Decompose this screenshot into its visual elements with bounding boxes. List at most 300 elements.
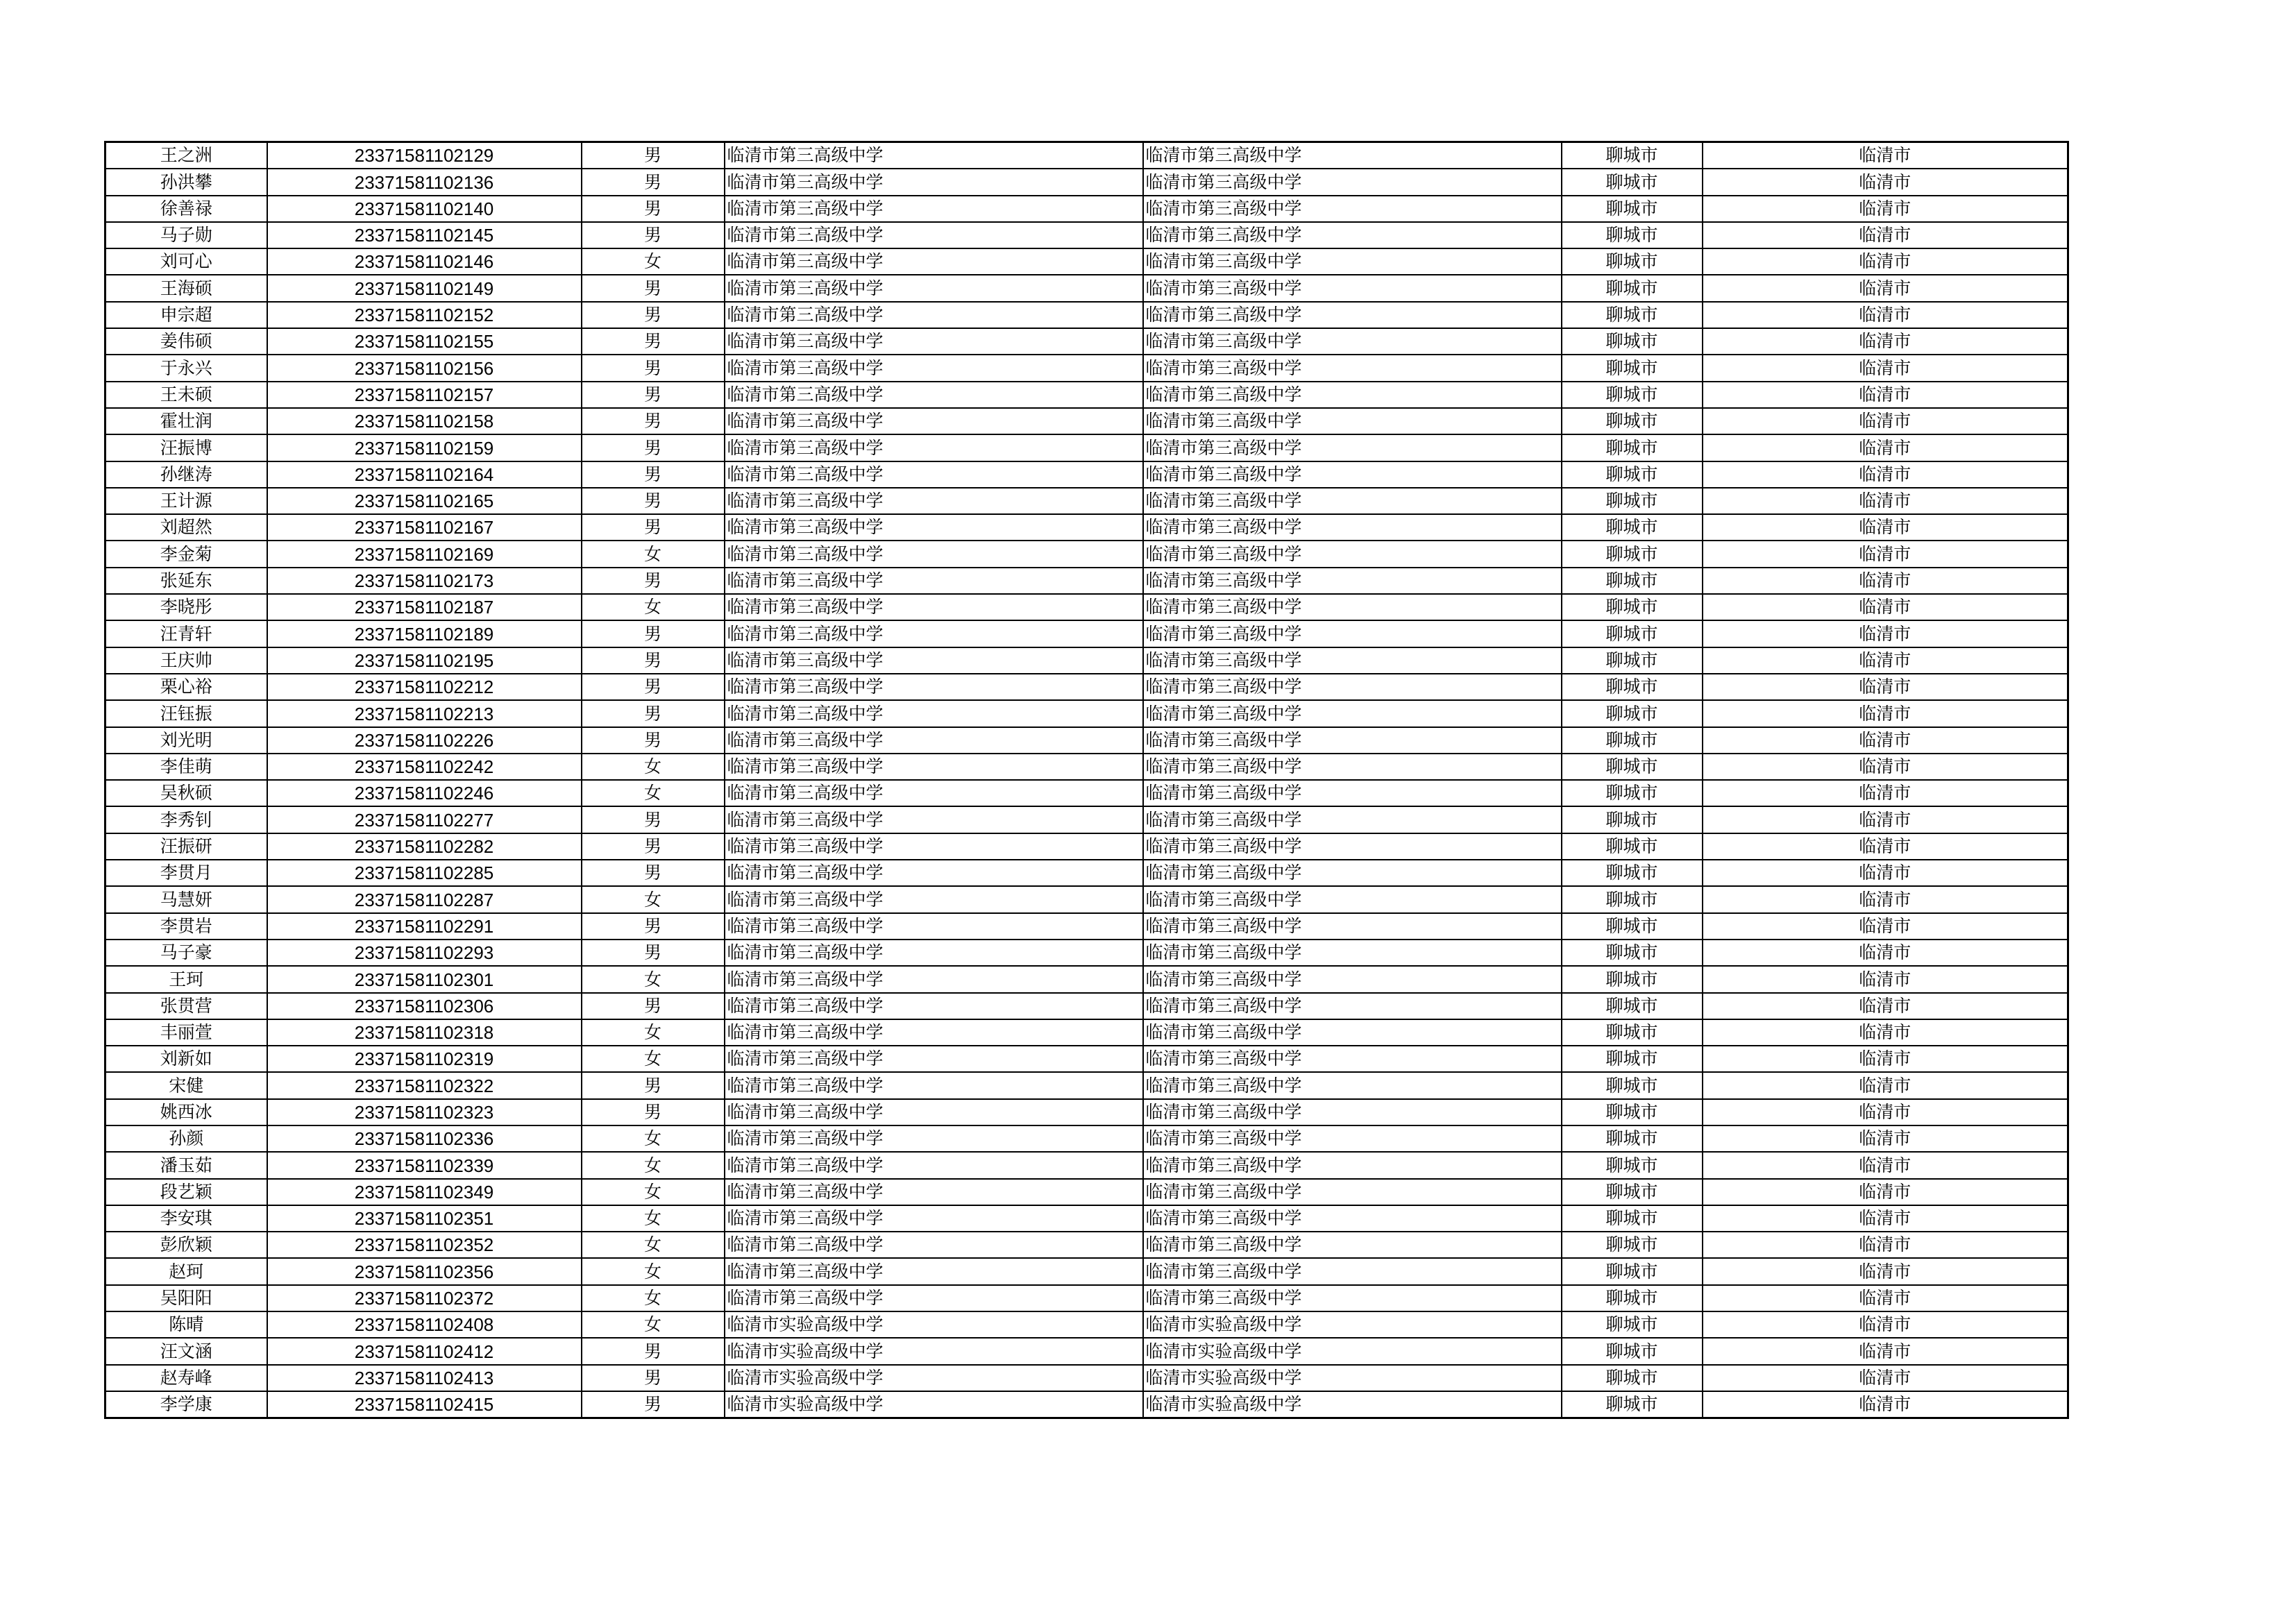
graduating-school-cell: 临清市第三高级中学 bbox=[1143, 1179, 1562, 1205]
graduating-school-cell: 临清市第三高级中学 bbox=[1143, 886, 1562, 912]
table-row bbox=[105, 1258, 2068, 1284]
county-cell: 临清市 bbox=[1703, 328, 2068, 355]
gender-cell: 女 bbox=[582, 594, 725, 620]
graduating-school-cell: 临清市第三高级中学 bbox=[1143, 913, 1562, 940]
school-cell: 临清市第三高级中学 bbox=[725, 913, 1143, 940]
gender-cell: 男 bbox=[582, 1391, 725, 1418]
city-cell: 聊城市 bbox=[1562, 1072, 1703, 1098]
exam-number-cell: 23371581102189 bbox=[267, 620, 582, 647]
graduating-school-cell: 临清市第三高级中学 bbox=[1143, 461, 1562, 488]
student-name-cell: 潘玉茹 bbox=[105, 1152, 267, 1178]
gender-cell: 男 bbox=[582, 833, 725, 860]
exam-number-cell: 23371581102149 bbox=[267, 275, 582, 301]
school-cell: 临清市第三高级中学 bbox=[725, 302, 1143, 328]
table-row bbox=[105, 860, 2068, 886]
city-cell: 聊城市 bbox=[1562, 833, 1703, 860]
table-row bbox=[105, 514, 2068, 541]
gender-cell: 男 bbox=[582, 408, 725, 434]
exam-number-cell: 23371581102282 bbox=[267, 833, 582, 860]
school-cell: 临清市第三高级中学 bbox=[725, 886, 1143, 912]
table-row bbox=[105, 620, 2068, 647]
student-name-cell: 宋健 bbox=[105, 1072, 267, 1098]
table-row bbox=[105, 142, 2068, 169]
graduating-school-cell: 临清市第三高级中学 bbox=[1143, 1285, 1562, 1311]
student-name-cell: 刘可心 bbox=[105, 248, 267, 275]
county-cell: 临清市 bbox=[1703, 1338, 2068, 1364]
city-cell: 聊城市 bbox=[1562, 700, 1703, 726]
school-cell: 临清市第三高级中学 bbox=[725, 355, 1143, 381]
gender-cell: 男 bbox=[582, 461, 725, 488]
county-cell: 临清市 bbox=[1703, 780, 2068, 806]
exam-number-cell: 23371581102246 bbox=[267, 780, 582, 806]
gender-cell: 男 bbox=[582, 1338, 725, 1364]
table-row bbox=[105, 408, 2068, 434]
student-name-cell: 李晓彤 bbox=[105, 594, 267, 620]
gender-cell: 男 bbox=[582, 993, 725, 1019]
student-name-cell: 吴秋硕 bbox=[105, 780, 267, 806]
city-cell: 聊城市 bbox=[1562, 1258, 1703, 1284]
city-cell: 聊城市 bbox=[1562, 1365, 1703, 1391]
county-cell: 临清市 bbox=[1703, 169, 2068, 195]
gender-cell: 女 bbox=[582, 780, 725, 806]
student-name-cell: 马子勋 bbox=[105, 222, 267, 248]
county-cell: 临清市 bbox=[1703, 434, 2068, 461]
student-name-cell: 陈晴 bbox=[105, 1311, 267, 1338]
city-cell: 聊城市 bbox=[1562, 408, 1703, 434]
city-cell: 聊城市 bbox=[1562, 1125, 1703, 1152]
exam-number-cell: 23371581102159 bbox=[267, 434, 582, 461]
graduating-school-cell: 临清市第三高级中学 bbox=[1143, 1046, 1562, 1072]
school-cell: 临清市第三高级中学 bbox=[725, 1152, 1143, 1178]
city-cell: 聊城市 bbox=[1562, 196, 1703, 222]
gender-cell: 男 bbox=[582, 488, 725, 514]
table-row bbox=[105, 1391, 2068, 1418]
city-cell: 聊城市 bbox=[1562, 1391, 1703, 1418]
graduating-school-cell: 临清市第三高级中学 bbox=[1143, 594, 1562, 620]
exam-number-cell: 23371581102173 bbox=[267, 568, 582, 594]
school-cell: 临清市实验高级中学 bbox=[725, 1311, 1143, 1338]
graduating-school-cell: 临清市第三高级中学 bbox=[1143, 275, 1562, 301]
table-row bbox=[105, 647, 2068, 674]
graduating-school-cell: 临清市第三高级中学 bbox=[1143, 940, 1562, 966]
gender-cell: 男 bbox=[582, 222, 725, 248]
table-row bbox=[105, 248, 2068, 275]
county-cell: 临清市 bbox=[1703, 1311, 2068, 1338]
city-cell: 聊城市 bbox=[1562, 860, 1703, 886]
county-cell: 临清市 bbox=[1703, 408, 2068, 434]
graduating-school-cell: 临清市第三高级中学 bbox=[1143, 222, 1562, 248]
city-cell: 聊城市 bbox=[1562, 461, 1703, 488]
county-cell: 临清市 bbox=[1703, 1046, 2068, 1072]
gender-cell: 男 bbox=[582, 806, 725, 833]
county-cell: 临清市 bbox=[1703, 966, 2068, 992]
table-row bbox=[105, 674, 2068, 700]
exam-number-cell: 23371581102156 bbox=[267, 355, 582, 381]
student-name-cell: 王计源 bbox=[105, 488, 267, 514]
gender-cell: 男 bbox=[582, 568, 725, 594]
city-cell: 聊城市 bbox=[1562, 514, 1703, 541]
city-cell: 聊城市 bbox=[1562, 727, 1703, 754]
table-row bbox=[105, 940, 2068, 966]
county-cell: 临清市 bbox=[1703, 568, 2068, 594]
school-cell: 临清市第三高级中学 bbox=[725, 514, 1143, 541]
table-row bbox=[105, 328, 2068, 355]
school-cell: 临清市第三高级中学 bbox=[725, 674, 1143, 700]
gender-cell: 男 bbox=[582, 674, 725, 700]
county-cell: 临清市 bbox=[1703, 620, 2068, 647]
school-cell: 临清市第三高级中学 bbox=[725, 806, 1143, 833]
gender-cell: 男 bbox=[582, 382, 725, 408]
graduating-school-cell: 临清市第三高级中学 bbox=[1143, 674, 1562, 700]
graduating-school-cell: 临清市第三高级中学 bbox=[1143, 727, 1562, 754]
gender-cell: 男 bbox=[582, 514, 725, 541]
gender-cell: 女 bbox=[582, 966, 725, 992]
county-cell: 临清市 bbox=[1703, 1125, 2068, 1152]
graduating-school-cell: 临清市第三高级中学 bbox=[1143, 302, 1562, 328]
county-cell: 临清市 bbox=[1703, 302, 2068, 328]
exam-number-cell: 23371581102301 bbox=[267, 966, 582, 992]
gender-cell: 男 bbox=[582, 940, 725, 966]
exam-number-cell: 23371581102306 bbox=[267, 993, 582, 1019]
student-name-cell: 李佳萌 bbox=[105, 754, 267, 780]
county-cell: 临清市 bbox=[1703, 382, 2068, 408]
gender-cell: 女 bbox=[582, 1258, 725, 1284]
student-name-cell: 姜伟硕 bbox=[105, 328, 267, 355]
table-row bbox=[105, 355, 2068, 381]
county-cell: 临清市 bbox=[1703, 1258, 2068, 1284]
exam-number-cell: 23371581102136 bbox=[267, 169, 582, 195]
city-cell: 聊城市 bbox=[1562, 1205, 1703, 1232]
student-name-cell: 吴阳阳 bbox=[105, 1285, 267, 1311]
student-name-cell: 刘超然 bbox=[105, 514, 267, 541]
county-cell: 临清市 bbox=[1703, 700, 2068, 726]
student-name-cell: 汪振博 bbox=[105, 434, 267, 461]
county-cell: 临清市 bbox=[1703, 461, 2068, 488]
roster-body bbox=[105, 142, 2068, 1418]
school-cell: 临清市第三高级中学 bbox=[725, 993, 1143, 1019]
graduating-school-cell: 临清市第三高级中学 bbox=[1143, 1232, 1562, 1258]
school-cell: 临清市第三高级中学 bbox=[725, 408, 1143, 434]
school-cell: 临清市第三高级中学 bbox=[725, 1232, 1143, 1258]
student-name-cell: 李贯月 bbox=[105, 860, 267, 886]
school-cell: 临清市实验高级中学 bbox=[725, 1391, 1143, 1418]
student-name-cell: 孙继涛 bbox=[105, 461, 267, 488]
gender-cell: 男 bbox=[582, 1365, 725, 1391]
city-cell: 聊城市 bbox=[1562, 302, 1703, 328]
city-cell: 聊城市 bbox=[1562, 780, 1703, 806]
student-name-cell: 段艺颖 bbox=[105, 1179, 267, 1205]
school-cell: 临清市第三高级中学 bbox=[725, 700, 1143, 726]
student-name-cell: 霍壮润 bbox=[105, 408, 267, 434]
county-cell: 临清市 bbox=[1703, 1152, 2068, 1178]
table-row bbox=[105, 754, 2068, 780]
graduating-school-cell: 临清市第三高级中学 bbox=[1143, 382, 1562, 408]
graduating-school-cell: 临清市第三高级中学 bbox=[1143, 434, 1562, 461]
graduating-school-cell: 临清市实验高级中学 bbox=[1143, 1391, 1562, 1418]
table-row bbox=[105, 1046, 2068, 1072]
gender-cell: 女 bbox=[582, 1152, 725, 1178]
graduating-school-cell: 临清市实验高级中学 bbox=[1143, 1365, 1562, 1391]
school-cell: 临清市第三高级中学 bbox=[725, 169, 1143, 195]
city-cell: 聊城市 bbox=[1562, 806, 1703, 833]
graduating-school-cell: 临清市第三高级中学 bbox=[1143, 860, 1562, 886]
graduating-school-cell: 临清市第三高级中学 bbox=[1143, 1099, 1562, 1125]
city-cell: 聊城市 bbox=[1562, 169, 1703, 195]
county-cell: 临清市 bbox=[1703, 1072, 2068, 1098]
exam-number-cell: 23371581102164 bbox=[267, 461, 582, 488]
student-name-cell: 徐善禄 bbox=[105, 196, 267, 222]
graduating-school-cell: 临清市第三高级中学 bbox=[1143, 780, 1562, 806]
graduating-school-cell: 临清市第三高级中学 bbox=[1143, 541, 1562, 567]
city-cell: 聊城市 bbox=[1562, 1285, 1703, 1311]
exam-number-cell: 23371581102351 bbox=[267, 1205, 582, 1232]
city-cell: 聊城市 bbox=[1562, 594, 1703, 620]
county-cell: 临清市 bbox=[1703, 248, 2068, 275]
county-cell: 临清市 bbox=[1703, 860, 2068, 886]
exam-number-cell: 23371581102145 bbox=[267, 222, 582, 248]
gender-cell: 女 bbox=[582, 1232, 725, 1258]
exam-number-cell: 23371581102226 bbox=[267, 727, 582, 754]
gender-cell: 男 bbox=[582, 275, 725, 301]
graduating-school-cell: 临清市第三高级中学 bbox=[1143, 1205, 1562, 1232]
exam-number-cell: 23371581102318 bbox=[267, 1019, 582, 1046]
gender-cell: 女 bbox=[582, 248, 725, 275]
city-cell: 聊城市 bbox=[1562, 222, 1703, 248]
county-cell: 临清市 bbox=[1703, 940, 2068, 966]
school-cell: 临清市第三高级中学 bbox=[725, 275, 1143, 301]
graduating-school-cell: 临清市第三高级中学 bbox=[1143, 355, 1562, 381]
exam-number-cell: 23371581102146 bbox=[267, 248, 582, 275]
exam-number-cell: 23371581102129 bbox=[267, 142, 582, 169]
school-cell: 临清市第三高级中学 bbox=[725, 1099, 1143, 1125]
school-cell: 临清市第三高级中学 bbox=[725, 434, 1143, 461]
student-name-cell: 王海硕 bbox=[105, 275, 267, 301]
exam-number-cell: 23371581102157 bbox=[267, 382, 582, 408]
roster-sheet bbox=[104, 141, 2067, 1419]
gender-cell: 男 bbox=[582, 1099, 725, 1125]
gender-cell: 男 bbox=[582, 1072, 725, 1098]
city-cell: 聊城市 bbox=[1562, 248, 1703, 275]
exam-number-cell: 23371581102352 bbox=[267, 1232, 582, 1258]
county-cell: 临清市 bbox=[1703, 647, 2068, 674]
graduating-school-cell: 临清市第三高级中学 bbox=[1143, 568, 1562, 594]
student-roster-table bbox=[104, 141, 2069, 1419]
school-cell: 临清市第三高级中学 bbox=[725, 620, 1143, 647]
school-cell: 临清市第三高级中学 bbox=[725, 142, 1143, 169]
table-row bbox=[105, 1205, 2068, 1232]
county-cell: 临清市 bbox=[1703, 806, 2068, 833]
gender-cell: 男 bbox=[582, 196, 725, 222]
exam-number-cell: 23371581102356 bbox=[267, 1258, 582, 1284]
exam-number-cell: 23371581102408 bbox=[267, 1311, 582, 1338]
student-name-cell: 汪青轩 bbox=[105, 620, 267, 647]
gender-cell: 男 bbox=[582, 727, 725, 754]
county-cell: 临清市 bbox=[1703, 754, 2068, 780]
city-cell: 聊城市 bbox=[1562, 1179, 1703, 1205]
city-cell: 聊城市 bbox=[1562, 434, 1703, 461]
exam-number-cell: 23371581102412 bbox=[267, 1338, 582, 1364]
gender-cell: 男 bbox=[582, 860, 725, 886]
table-row bbox=[105, 1338, 2068, 1364]
table-row bbox=[105, 700, 2068, 726]
city-cell: 聊城市 bbox=[1562, 355, 1703, 381]
county-cell: 临清市 bbox=[1703, 993, 2068, 1019]
exam-number-cell: 23371581102152 bbox=[267, 302, 582, 328]
county-cell: 临清市 bbox=[1703, 886, 2068, 912]
gender-cell: 女 bbox=[582, 1179, 725, 1205]
city-cell: 聊城市 bbox=[1562, 142, 1703, 169]
gender-cell: 女 bbox=[582, 1205, 725, 1232]
exam-number-cell: 23371581102287 bbox=[267, 886, 582, 912]
table-row bbox=[105, 1179, 2068, 1205]
gender-cell: 女 bbox=[582, 886, 725, 912]
student-name-cell: 汪振研 bbox=[105, 833, 267, 860]
city-cell: 聊城市 bbox=[1562, 1152, 1703, 1178]
student-name-cell: 姚西冰 bbox=[105, 1099, 267, 1125]
table-row bbox=[105, 780, 2068, 806]
table-row bbox=[105, 488, 2068, 514]
gender-cell: 女 bbox=[582, 541, 725, 567]
student-name-cell: 李秀钊 bbox=[105, 806, 267, 833]
student-name-cell: 赵寿峰 bbox=[105, 1365, 267, 1391]
exam-number-cell: 23371581102372 bbox=[267, 1285, 582, 1311]
student-name-cell: 刘新如 bbox=[105, 1046, 267, 1072]
exam-number-cell: 23371581102293 bbox=[267, 940, 582, 966]
county-cell: 临清市 bbox=[1703, 1099, 2068, 1125]
graduating-school-cell: 临清市第三高级中学 bbox=[1143, 488, 1562, 514]
student-name-cell: 李贯岩 bbox=[105, 913, 267, 940]
student-name-cell: 汪文涵 bbox=[105, 1338, 267, 1364]
school-cell: 临清市第三高级中学 bbox=[725, 196, 1143, 222]
table-row bbox=[105, 1232, 2068, 1258]
graduating-school-cell: 临清市第三高级中学 bbox=[1143, 248, 1562, 275]
school-cell: 临清市第三高级中学 bbox=[725, 1179, 1143, 1205]
city-cell: 聊城市 bbox=[1562, 382, 1703, 408]
county-cell: 临清市 bbox=[1703, 1205, 2068, 1232]
school-cell: 临清市第三高级中学 bbox=[725, 594, 1143, 620]
student-name-cell: 汪钰振 bbox=[105, 700, 267, 726]
student-name-cell: 王之洲 bbox=[105, 142, 267, 169]
table-row bbox=[105, 727, 2068, 754]
county-cell: 临清市 bbox=[1703, 1179, 2068, 1205]
school-cell: 临清市第三高级中学 bbox=[725, 382, 1143, 408]
exam-number-cell: 23371581102169 bbox=[267, 541, 582, 567]
school-cell: 临清市第三高级中学 bbox=[725, 1019, 1143, 1046]
city-cell: 聊城市 bbox=[1562, 328, 1703, 355]
exam-number-cell: 23371581102319 bbox=[267, 1046, 582, 1072]
graduating-school-cell: 临清市第三高级中学 bbox=[1143, 993, 1562, 1019]
student-name-cell: 栗心裕 bbox=[105, 674, 267, 700]
table-row bbox=[105, 833, 2068, 860]
student-name-cell: 张延东 bbox=[105, 568, 267, 594]
graduating-school-cell: 临清市第三高级中学 bbox=[1143, 647, 1562, 674]
city-cell: 聊城市 bbox=[1562, 966, 1703, 992]
exam-number-cell: 23371581102195 bbox=[267, 647, 582, 674]
exam-number-cell: 23371581102158 bbox=[267, 408, 582, 434]
table-row bbox=[105, 886, 2068, 912]
city-cell: 聊城市 bbox=[1562, 940, 1703, 966]
city-cell: 聊城市 bbox=[1562, 620, 1703, 647]
school-cell: 临清市第三高级中学 bbox=[725, 647, 1143, 674]
county-cell: 临清市 bbox=[1703, 541, 2068, 567]
graduating-school-cell: 临清市第三高级中学 bbox=[1143, 328, 1562, 355]
county-cell: 临清市 bbox=[1703, 594, 2068, 620]
exam-number-cell: 23371581102349 bbox=[267, 1179, 582, 1205]
city-cell: 聊城市 bbox=[1562, 1311, 1703, 1338]
county-cell: 临清市 bbox=[1703, 674, 2068, 700]
graduating-school-cell: 临清市第三高级中学 bbox=[1143, 169, 1562, 195]
table-row bbox=[105, 568, 2068, 594]
city-cell: 聊城市 bbox=[1562, 1232, 1703, 1258]
table-row bbox=[105, 222, 2068, 248]
school-cell: 临清市第三高级中学 bbox=[725, 541, 1143, 567]
gender-cell: 男 bbox=[582, 169, 725, 195]
exam-number-cell: 23371581102213 bbox=[267, 700, 582, 726]
graduating-school-cell: 临清市第三高级中学 bbox=[1143, 1125, 1562, 1152]
table-row bbox=[105, 913, 2068, 940]
city-cell: 聊城市 bbox=[1562, 1099, 1703, 1125]
exam-number-cell: 23371581102336 bbox=[267, 1125, 582, 1152]
city-cell: 聊城市 bbox=[1562, 647, 1703, 674]
table-row bbox=[105, 1099, 2068, 1125]
exam-number-cell: 23371581102155 bbox=[267, 328, 582, 355]
graduating-school-cell: 临清市实验高级中学 bbox=[1143, 1311, 1562, 1338]
gender-cell: 女 bbox=[582, 1125, 725, 1152]
table-row bbox=[105, 1072, 2068, 1098]
student-name-cell: 丰丽萱 bbox=[105, 1019, 267, 1046]
student-name-cell: 王未硕 bbox=[105, 382, 267, 408]
school-cell: 临清市第三高级中学 bbox=[725, 222, 1143, 248]
city-cell: 聊城市 bbox=[1562, 993, 1703, 1019]
county-cell: 临清市 bbox=[1703, 833, 2068, 860]
county-cell: 临清市 bbox=[1703, 488, 2068, 514]
student-name-cell: 申宗超 bbox=[105, 302, 267, 328]
city-cell: 聊城市 bbox=[1562, 886, 1703, 912]
table-row bbox=[105, 594, 2068, 620]
gender-cell: 男 bbox=[582, 142, 725, 169]
exam-number-cell: 23371581102165 bbox=[267, 488, 582, 514]
gender-cell: 男 bbox=[582, 355, 725, 381]
gender-cell: 女 bbox=[582, 1311, 725, 1338]
student-name-cell: 赵珂 bbox=[105, 1258, 267, 1284]
gender-cell: 男 bbox=[582, 302, 725, 328]
exam-number-cell: 23371581102187 bbox=[267, 594, 582, 620]
exam-number-cell: 23371581102212 bbox=[267, 674, 582, 700]
graduating-school-cell: 临清市第三高级中学 bbox=[1143, 833, 1562, 860]
graduating-school-cell: 临清市第三高级中学 bbox=[1143, 196, 1562, 222]
graduating-school-cell: 临清市第三高级中学 bbox=[1143, 966, 1562, 992]
gender-cell: 男 bbox=[582, 913, 725, 940]
county-cell: 临清市 bbox=[1703, 514, 2068, 541]
table-row bbox=[105, 302, 2068, 328]
graduating-school-cell: 临清市第三高级中学 bbox=[1143, 806, 1562, 833]
exam-number-cell: 23371581102277 bbox=[267, 806, 582, 833]
graduating-school-cell: 临清市第三高级中学 bbox=[1143, 1152, 1562, 1178]
gender-cell: 男 bbox=[582, 328, 725, 355]
gender-cell: 女 bbox=[582, 754, 725, 780]
school-cell: 临清市第三高级中学 bbox=[725, 1125, 1143, 1152]
gender-cell: 男 bbox=[582, 434, 725, 461]
table-row bbox=[105, 1311, 2068, 1338]
graduating-school-cell: 临清市第三高级中学 bbox=[1143, 1258, 1562, 1284]
table-row bbox=[105, 382, 2068, 408]
student-name-cell: 孙洪攀 bbox=[105, 169, 267, 195]
table-row bbox=[105, 196, 2068, 222]
school-cell: 临清市第三高级中学 bbox=[725, 1258, 1143, 1284]
county-cell: 临清市 bbox=[1703, 196, 2068, 222]
exam-number-cell: 23371581102413 bbox=[267, 1365, 582, 1391]
exam-number-cell: 23371581102242 bbox=[267, 754, 582, 780]
